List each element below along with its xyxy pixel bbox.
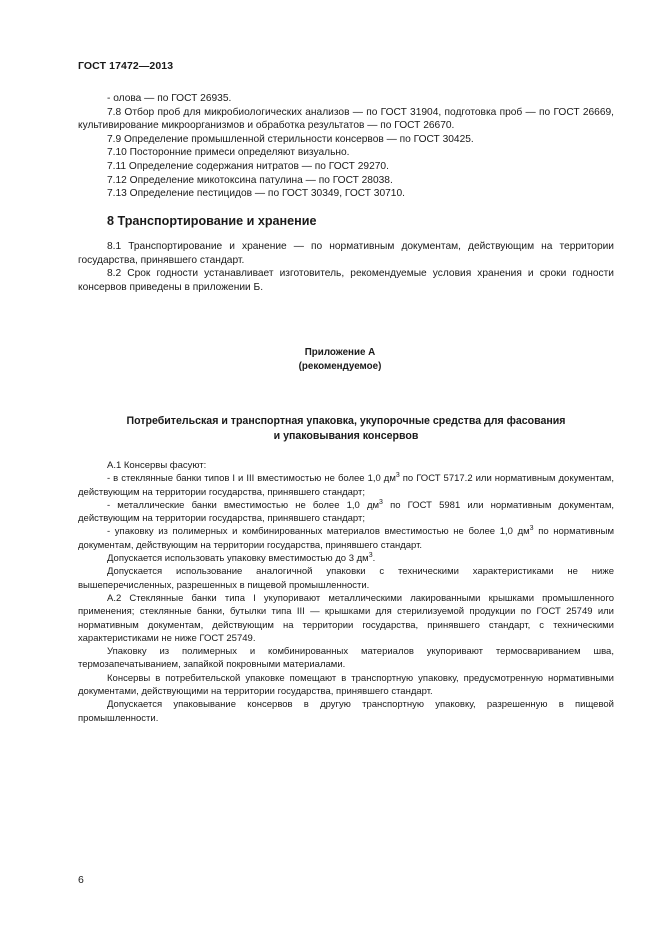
appendix-title-line-1: Потребительская и транспортная упаковка, укупорочные средства для фасования (126, 415, 566, 427)
appendix-status: (рекомендуемое) (298, 361, 382, 372)
appendix-body (78, 459, 614, 725)
paragraph-7-9: 7.9 Определение промышленной стерильности консервов — по ГОСТ 30425. (107, 133, 474, 145)
superscript: 3 (395, 472, 400, 480)
superscript: 3 (529, 525, 534, 533)
paragraph-text: Допускается использовать упаковку вместимостью до 3 дм (107, 553, 369, 565)
list-item-text: по ГОСТ 5717.2 или нормативным документам, действующим на территории государства, принявшего стандарт; (78, 473, 614, 498)
document-code-header: ГОСТ 17472—2013 (78, 60, 174, 72)
appendix-title (100, 414, 592, 443)
paragraph-allowed-transport: Допускается упаковывание консервов в другую транспортную упаковку, разрешенную в пищевой промышленности. (78, 699, 614, 724)
appendix-title-line-2: и упаковывания консервов (273, 429, 419, 442)
paragraph-7-11: 7.11 Определение содержания нитратов — по ГОСТ 29270. (107, 160, 389, 172)
appendix-label: Приложение А (304, 347, 376, 358)
section-7-continuation (78, 92, 614, 201)
superscript: 3 (368, 551, 373, 559)
list-item-text: - в стеклянные банки типов I и III вместимостью не более 1,0 дм (107, 473, 396, 485)
paragraph-7-12: 7.12 Определение микотоксина патулина — по ГОСТ 28038. (107, 174, 393, 186)
paragraph-consumer-packaging: Консервы в потребительской упаковке помещают в транспортную упаковку, предусмотренную нормативными документами, действующими на территории государства, принявшего стандарт. (78, 672, 614, 698)
superscript: 3 (379, 498, 383, 506)
page-number: 6 (78, 874, 84, 886)
paragraph-text: . (372, 553, 376, 565)
paragraph-tin: - олова — по ГОСТ 26935. (107, 93, 232, 104)
list-item-glass-jars (78, 472, 614, 499)
paragraph-7-13: 7.13 Определение пестицидов — по ГОСТ 30349, ГОСТ 30710. (107, 188, 405, 200)
paragraph-polymer-sealing: Упаковку из полимерных и комбинированных материалов укупоривают термосвариванием шва, термозапечатыванием, запайкой покровными материалами. (78, 646, 614, 671)
list-item-text: - металлические банки вместимостью не более 1,0 дм (107, 499, 380, 511)
paragraph-a2: А.2 Стеклянные банки типа I укупоривают металлическими лакированными крышками промышленного применения; стеклянные банки, бутылки типа III — крышками для стерилизуемой продукции по ГОСТ 25749 или нормативным документам, действующим на территории государства, принявшего стандарт, с техническими характеристиками не ниже ГОСТ 25749. (78, 592, 614, 644)
list-item-metal-cans (78, 499, 614, 526)
list-item-text: по ГОСТ 5981 или нормативным документам, действующим на территории государства, принявшего стандарт; (78, 499, 614, 525)
paragraph-allowed-3dm (78, 552, 614, 565)
section-8-body (78, 240, 614, 294)
section-8-title: 8 Транспортирование и хранение (107, 214, 317, 228)
list-item-polymer (78, 525, 614, 552)
list-item-text: - упаковку из полимерных и комбинированных материалов вместимостью не более 1,0 дм (107, 526, 530, 538)
paragraph-allowed-similar: Допускается использование аналогичной упаковки с техническими характеристиками не ниже вышеперечисленных, разрешенных в пищевой промышленности. (78, 566, 614, 591)
paragraph-7-10: 7.10 Посторонние примеси определяют визуально. (107, 147, 350, 159)
paragraph-7-8: 7.8 Отбор проб для микробиологических анализов — по ГОСТ 31904, подготовка проб — по ГОСТ 26669, культивирование микроорганизмов и обработка результатов — по ГОСТ 26670. (78, 106, 614, 132)
list-item-text: по нормативным документам, действующим на территории государства, принявшего стандарт. (78, 526, 614, 551)
paragraph-8-2: 8.2 Срок годности устанавливает изготовитель, рекомендуемые условия хранения и сроки годности консервов приведены в приложении Б. (78, 268, 614, 293)
paragraph-a1-intro: А.1 Консервы фасуют: (107, 460, 207, 471)
paragraph-8-1: 8.1 Транспортирование и хранение — по нормативным документам, действующим на территории государства, принявшего стандарт. (78, 241, 614, 266)
